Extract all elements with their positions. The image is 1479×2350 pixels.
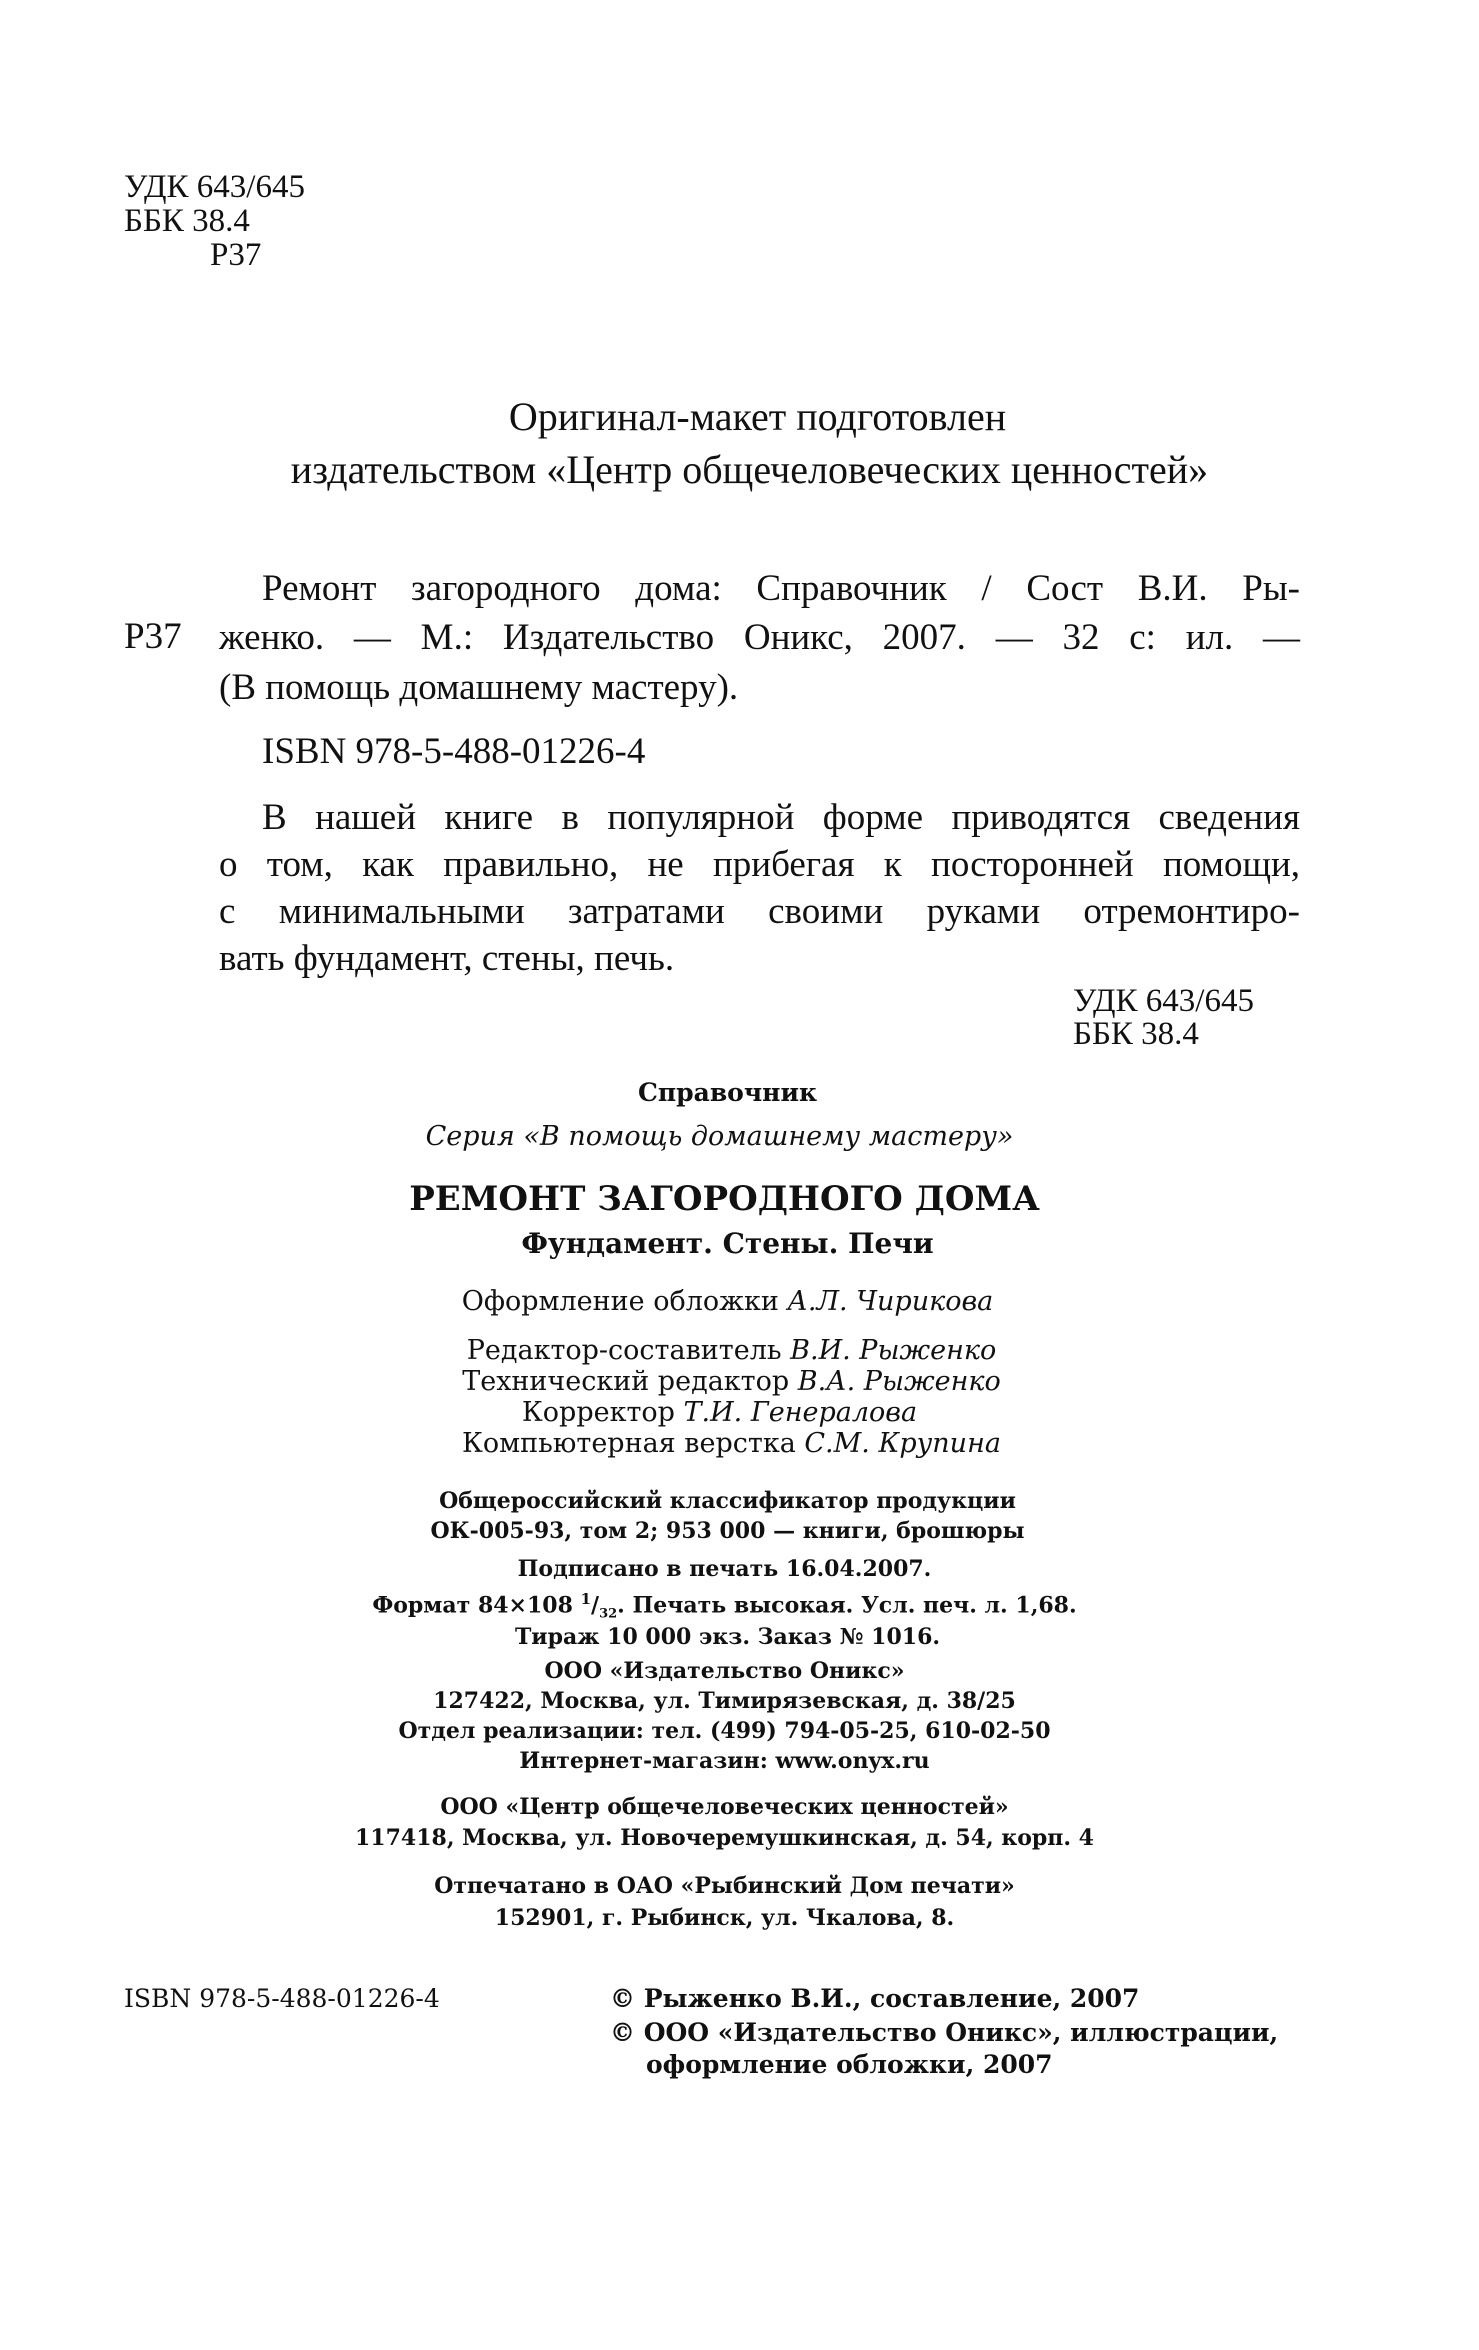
credit-layout	[0, 1428, 1471, 1459]
center-line-2: 117418, Москва, ул. Новочеремушкинская, д. 54, корп. 4	[355, 1825, 1094, 1851]
credit-editor-role: Редактор-составитель	[466, 1335, 782, 1366]
copyright-line-1: © Рыженко В.И., составление, 2007	[610, 1984, 1140, 2013]
entry-bbk-code: ББК 38.4	[1073, 1016, 1199, 1052]
abstract-line-4: вать фундамент, стены, печь.	[219, 938, 675, 979]
print-run: Тираж 10 000 экз. Заказ № 1016.	[514, 1624, 941, 1650]
format-numerator: 1	[580, 1590, 592, 1608]
classification-codes	[124, 170, 305, 272]
publisher-line-2: 127422, Москва, ул. Тимирязевская, д. 38/25	[433, 1688, 1016, 1714]
credit-tech-editor	[0, 1366, 1471, 1397]
credit-cover-role: Оформление обложки	[461, 1286, 779, 1317]
credit-cover	[0, 1286, 1467, 1317]
signed-date: Подписано в печать 16.04.2007.	[517, 1556, 932, 1582]
book-type: Справочник	[637, 1078, 818, 1107]
abstract-line-1: В нашей книге в популярной форме приводятся сведения	[262, 797, 1300, 838]
entry-author-mark: Р37	[124, 616, 182, 657]
footer-isbn: ISBN 978-5-488-01226-4	[124, 1984, 440, 2013]
credit-layout-name: С.М. Крупина	[804, 1428, 1001, 1459]
preparation-line-2: издательством «Центр общечеловеческих ценностей»	[290, 447, 1209, 492]
printed-line-1: Отпечатано в ОАО «Рыбинский Дом печати»	[434, 1873, 1015, 1899]
publisher-line-4: Интернет-магазин: www.onyx.ru	[519, 1748, 930, 1774]
entry-codes	[1073, 985, 1254, 1051]
bbk-code: ББК 38.4	[124, 203, 250, 239]
author-mark: Р37	[210, 237, 262, 273]
printed-line-2: 152901, г. Рыбинск, ул. Чкалова, 8.	[494, 1905, 955, 1931]
credit-tech-name: В.А. Рыженко	[797, 1366, 1001, 1397]
publisher-line-1: ООО «Издательство Оникс»	[544, 1658, 905, 1684]
entry-udk-code: УДК 643/645	[1073, 983, 1254, 1019]
publisher-line-3: Отдел реализации: тел. (499) 794-05-25, 610-02-50	[398, 1718, 1051, 1744]
format-denominator: 32	[599, 1606, 618, 1622]
abstract-line-2: о том, как правильно, не прибегая к посторонней помощи,	[219, 844, 1300, 885]
classifier-line-2: ОК-005-93, том 2; 953 000 — книги, брошюры	[430, 1518, 1025, 1544]
copyright-line-2: © ООО «Издательство Оникс», иллюстрации,	[610, 2018, 1279, 2047]
preparation-line-1: Оригинал-макет подготовлен	[508, 394, 1007, 439]
credit-editor	[0, 1335, 1471, 1366]
credit-editor-name: В.И. Рыженко	[790, 1335, 997, 1366]
book-title: РЕМОНТ ЗАГОРОДНОГО ДОМА	[409, 1179, 1040, 1219]
credit-corrector	[0, 1397, 1459, 1428]
credit-corrector-name: Т.И. Генералова	[683, 1397, 918, 1428]
book-subtitle: Фундамент. Стены. Печи	[521, 1227, 934, 1260]
credit-corrector-role: Корректор	[521, 1397, 675, 1428]
entry-line-1: Ремонт загородного дома: Справочник / Сост В.И. Ры-	[262, 568, 1300, 609]
entry-isbn: ISBN 978-5-488-01226-4	[262, 731, 646, 772]
format-line: Формат 84×108 $^1/_{32}$. Печать высокая. Усл. печ. л. 1,68.	[372, 1590, 1077, 1622]
abstract-line-3: с минимальными затратами своими руками отремонтиро-	[219, 891, 1300, 932]
credit-layout-role: Компьютерная верстка	[462, 1428, 796, 1459]
credit-cover-name: А.Л. Чирикова	[787, 1286, 994, 1317]
entry-line-2: женко. — М.: Издательство Оникс, 2007. — 32 с: ил. —	[219, 617, 1300, 658]
credit-tech-role: Технический редактор	[462, 1366, 790, 1397]
format-suffix: . Печать высокая. Усл. печ. л. 1,68.	[617, 1592, 1077, 1619]
center-line-1: ООО «Центр общечеловеческих ценностей»	[440, 1794, 1009, 1820]
series-title: Серия «В помощь домашнему мастеру»	[425, 1121, 1014, 1152]
classifier-line-1: Общероссийский классификатор продукции	[439, 1488, 1016, 1514]
format-prefix: Формат 84×108	[372, 1592, 581, 1619]
udk-code: УДК 643/645	[124, 169, 305, 205]
copyright-line-3: оформление обложки, 2007	[646, 2050, 1053, 2079]
entry-line-3: (В помощь домашнему мастеру).	[219, 667, 739, 708]
